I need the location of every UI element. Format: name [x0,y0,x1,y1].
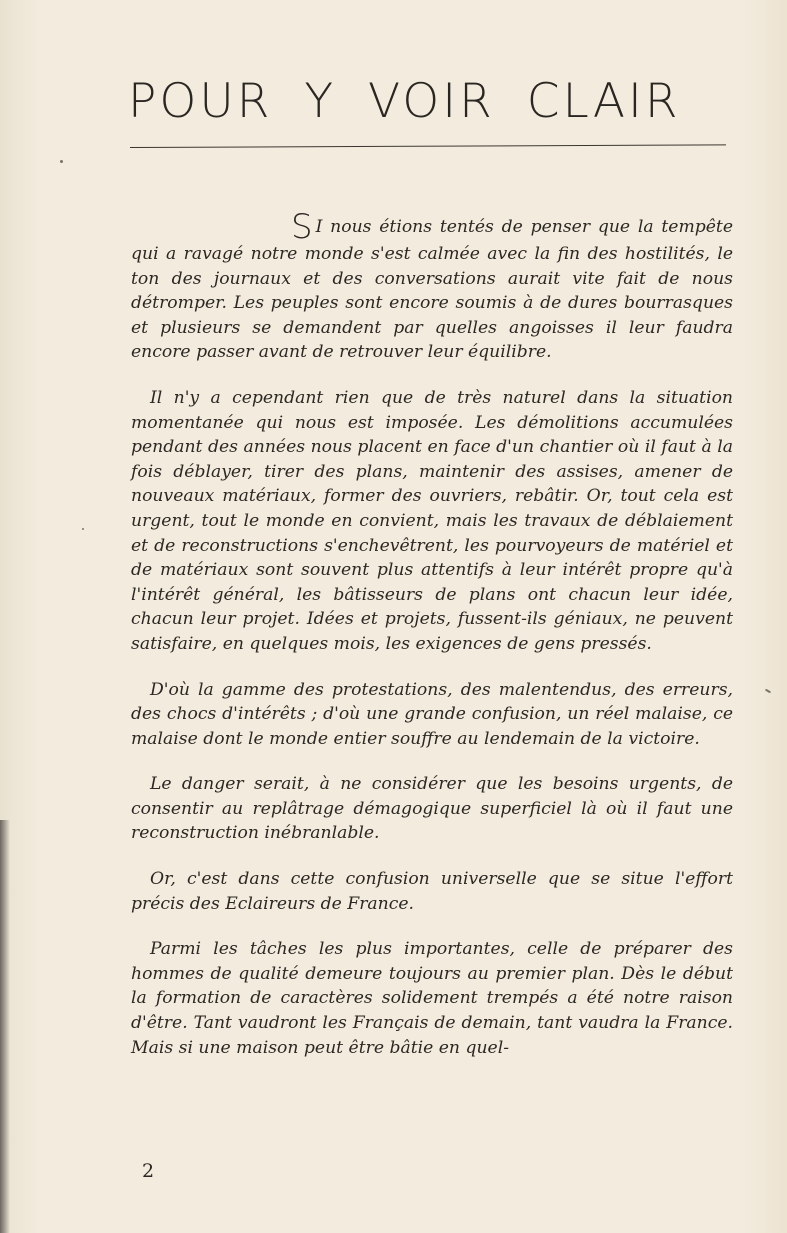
paper-speck [60,160,63,163]
paragraph-4: Le danger serait, à ne considérer que les besoins urgents, de consentir au replâtrage démagogique superficiel là où il faut une reconstruction inébranlable. [131,774,733,844]
paragraph-6: Parmi les tâches les plus importantes, celle de préparer des hommes de qualité demeure toujours au premier plan. Dès le début la formation de caractères solidement trempés a été notre raison d'être. Tant vaudront les Français de demain, tant vaudra la France. Mais si une maison peut être bâtie en quel- [131,939,733,1058]
paragraph-1-text: I nous étions tentés de penser que la tempête qui a ravagé notre monde s'est calmée avec la fin des hostilités, le ton des journaux et des conversations aurait vite fait de nous détromper. Les peuples sont encore soumis à de dures bourrasques et plusieurs se demandent par quelles angoisses il leur faudra encore passer avant de retrouver leur équilibre. [131,217,733,363]
drop-cap: S [291,207,313,247]
paper-speck [82,528,84,530]
paper-speck [765,689,771,694]
paragraph-3: D'où la gamme des protestations, des malentendus, des erreurs, des chocs d'intérêts ; d'où une grande confusion, un réel malaise, ce malaise dont le monde entier souffre au lendemain de la victoire. [131,679,733,749]
paragraph-2: Il n'y a cependant rien que de très naturel dans la situation momentanée qui nous est imposée. Les démolitions accumulées pendant des années nous placent en face d'un chantier où il faut à la fois déblayer, tirer des plans, maintenir des assises, amener de nouveaux matériaux, former des ouvriers, rebâtir. Or, tout cela est urgent, tout le monde en convient, mais les travaux de déblaiement et de reconstructions s'enchevêtrent, les pourvoyeurs de matériel et de matériaux sont souvent plus attentifs à leur intérêt propre qu'à l'intérêt général, les bâtisseurs de plans ont chacun leur idée, chacun leur projet. Idées et projets, fussent-ils géniaux, ne peuvent satisfaire, en quelques mois, les exigences de gens pressés. [131,387,733,654]
page-title: POUR Y VOIR CLAIR [128,74,681,129]
paragraph-1 [131,207,733,365]
article-body [131,207,733,1081]
title-divider [130,144,726,148]
page-edge-shadow [0,820,10,1233]
paragraph-5: Or, c'est dans cette confusion universelle que se situe l'effort précis des Eclaireurs de France. [131,869,733,914]
page-number: 2 [142,1160,155,1182]
